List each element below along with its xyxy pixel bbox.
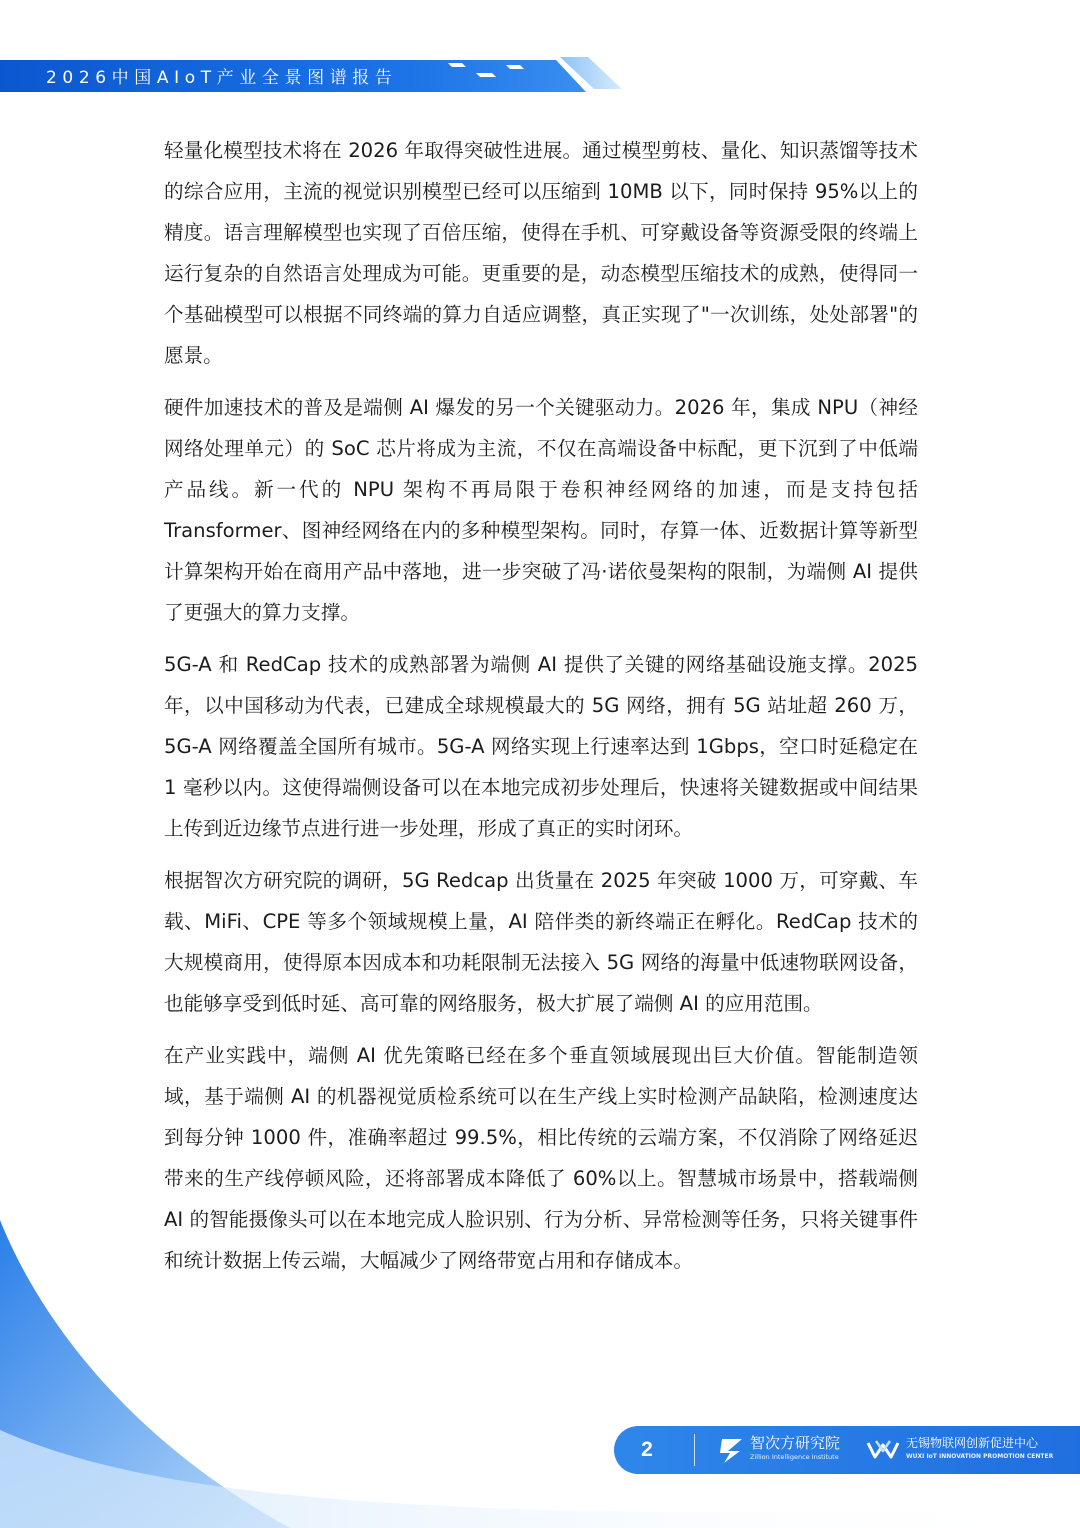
paragraph: 轻量化模型技术将在 2026 年取得突破性进展。通过模型剪枝、量化、知识蒸馏等技术的综合应用，主流的视觉识别模型已经可以压缩到 10MB 以下，同时保持 95%以上的精度。语言理解模型也实现了百倍压缩，使得在手机、可穿戴设备等资源受限的终端上运行复杂的自然语言处理成为可能。更重要的是，动态模型压缩技术的成熟，使得同一个基础模型可以根据不同终端的算力自适应调整，真正实现了"一次训练，处处部署"的愿景。 <box>164 139 918 367</box>
body-text <box>164 130 918 1292</box>
paragraph: 5G-A 和 RedCap 技术的成熟部署为端侧 AI 提供了关键的网络基础设施支撑。2025 年，以中国移动为代表，已建成全球规模最大的 5G 网络，拥有 5G 站址超 260 万，5G-A 网络覆盖全国所有城市。5G-A 网络实现上行速率达到 1Gbps，空口时延稳定在 1 毫秒以内。这使得端侧设备可以在本地完成初步处理后，快速将关键数据或中间结果上传到近边缘节点进行进一步处理，形成了真正的实时闭环。 <box>164 653 918 840</box>
wuxi-iot-logo-icon <box>866 1437 900 1463</box>
wuxi-iot-name: 无锡物联网创新促进中心 <box>906 1436 1039 1450</box>
zillion-name: 智次方研究院 <box>750 1434 841 1452</box>
paragraph: 硬件加速技术的普及是端侧 AI 爆发的另一个关键驱动力。2026 年，集成 NPU（神经网络处理单元）的 SoC 芯片将成为主流，不仅在高端设备中标配，更下沉到了中低端产品线。新一代的 NPU 架构不再局限于卷积神经网络的加速，而是支持包括 Transformer、图神经网络在内的多种模型架构。同时，存算一体、近数据计算等新型计算架构开始在商用产品中落地，进一步突破了冯·诺依曼架构的限制，为端侧 AI 提供了更强大的算力支撑。 <box>164 396 918 624</box>
report-title: 2026中国AIoT产业全景图谱报告 <box>46 68 398 88</box>
paragraph: 在产业实践中，端侧 AI 优先策略已经在多个垂直领域展现出巨大价值。智能制造领域，基于端侧 AI 的机器视觉质检系统可以在生产线上实时检测产品缺陷，检测速度达到每分钟 1000 件，准确率超过 99.5%，相比传统的云端方案，不仅消除了网络延迟带来的生产线停顿风险，还将部署成本降低了 60%以上。智慧城市场景中，搭载端侧 AI 的智能摄像头可以在本地完成人脸识别、行为分析、异常检测等任务，只将关键事件和统计数据上传云端，大幅减少了网络带宽占用和存储成本。 <box>164 1044 918 1272</box>
header-banner <box>0 57 1080 97</box>
page-number: 2 <box>641 1438 653 1461</box>
footer-divider <box>694 1434 695 1466</box>
decorative-swoosh <box>0 1180 1080 1528</box>
paragraph: 根据智次方研究院的调研，5G Redcap 出货量在 2025 年突破 1000 万，可穿戴、车载、MiFi、CPE 等多个领域规模上量，AI 陪伴类的新终端正在孵化。RedCap 技术的大规模商用，使得原本因成本和功耗限制无法接入 5G 网络的海量中低速物联网设备，也能够享受到低时延、高可靠的网络服务，极大扩展了端侧 AI 的应用范围。 <box>164 869 918 1015</box>
zillion-logo-icon <box>718 1435 746 1465</box>
wuxi-iot-english-name: WUXI IoT INNOVATION PROMOTION CENTER <box>906 1453 1054 1460</box>
zillion-english-name: Zillion Intelligence Institute <box>750 1453 839 1461</box>
footer-bar <box>614 1426 1080 1474</box>
